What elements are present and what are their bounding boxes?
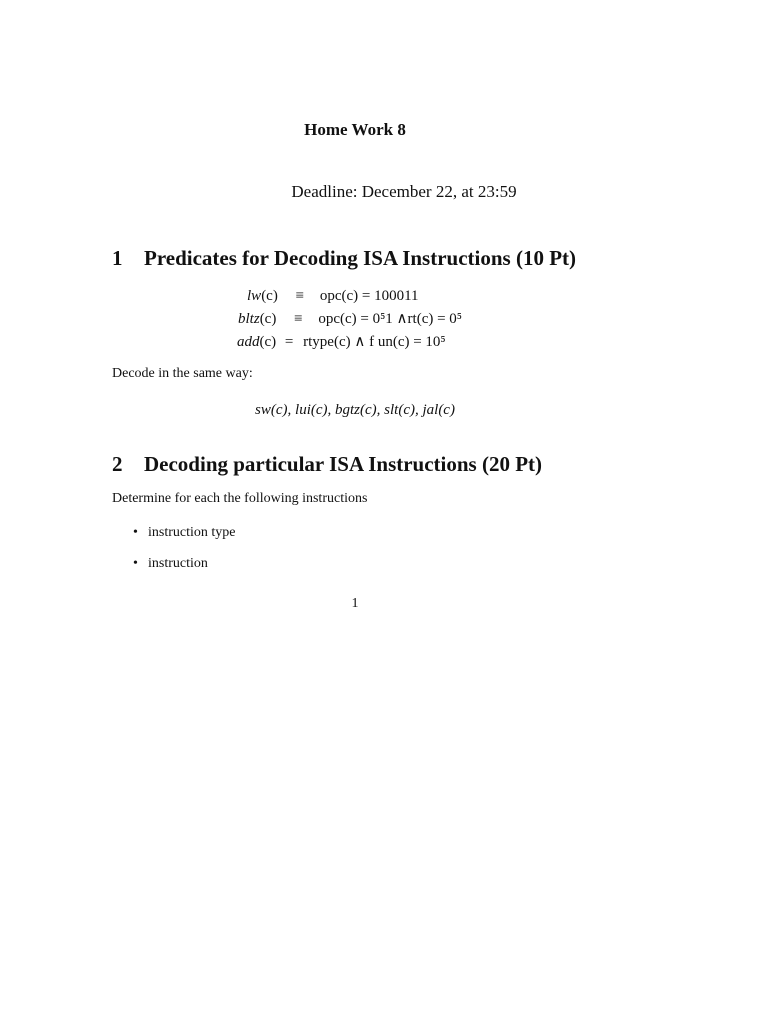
determine-intro: Determine for each the following instructions — [112, 491, 368, 506]
list-item — [133, 556, 208, 572]
section-number: 2 — [112, 452, 123, 476]
section-title: Predicates for Decoding ISA Instructions (10 Pt) — [144, 246, 577, 270]
predicate-formula: lw — [247, 288, 262, 304]
predicate-lw — [247, 285, 419, 307]
list-item-text: instruction — [148, 556, 208, 571]
predicate-relation: ≡ — [295, 288, 305, 304]
page-title: Home Work 8 — [304, 120, 406, 139]
predicate-definition: opc(c) = 0⁵1 ∧rt(c) = 0⁵ — [318, 311, 463, 327]
list-item-text: instruction type — [148, 525, 236, 540]
section-number: 1 — [112, 246, 123, 270]
predicate-arg: (c) — [259, 334, 277, 350]
predicate-arg: (c) — [259, 311, 277, 327]
predicate-definition: opc(c) = 100011 — [319, 288, 419, 304]
decode-list — [0, 402, 710, 419]
decode-intro: Decode in the same way: — [112, 366, 253, 381]
deadline-text: Deadline: December 22, at 23:59 — [291, 182, 517, 201]
decode-list-formula: sw(c), lui(c), bgtz(c), slt(c), jal(c) — [255, 402, 455, 418]
predicate-relation: = — [284, 334, 294, 350]
list-item — [133, 525, 236, 541]
page-number: 1 — [351, 596, 359, 611]
predicate-add — [237, 331, 446, 353]
bullet-icon: • — [133, 525, 138, 540]
predicate-definition: rtype(c) ∧ f un(c) = 10⁵ — [303, 334, 446, 350]
section-heading-2 — [112, 452, 542, 477]
predicate-arg: (c) — [261, 288, 278, 304]
section-title: Decoding particular ISA Instructions (20 Pt) — [144, 452, 543, 476]
predicate-relation: ≡ — [294, 311, 303, 327]
predicate-bltz — [238, 308, 462, 330]
predicate-formula: bltz — [238, 311, 260, 327]
bullet-icon: • — [133, 556, 138, 571]
predicate-formula: add — [237, 334, 260, 350]
section-heading-1 — [112, 246, 576, 271]
